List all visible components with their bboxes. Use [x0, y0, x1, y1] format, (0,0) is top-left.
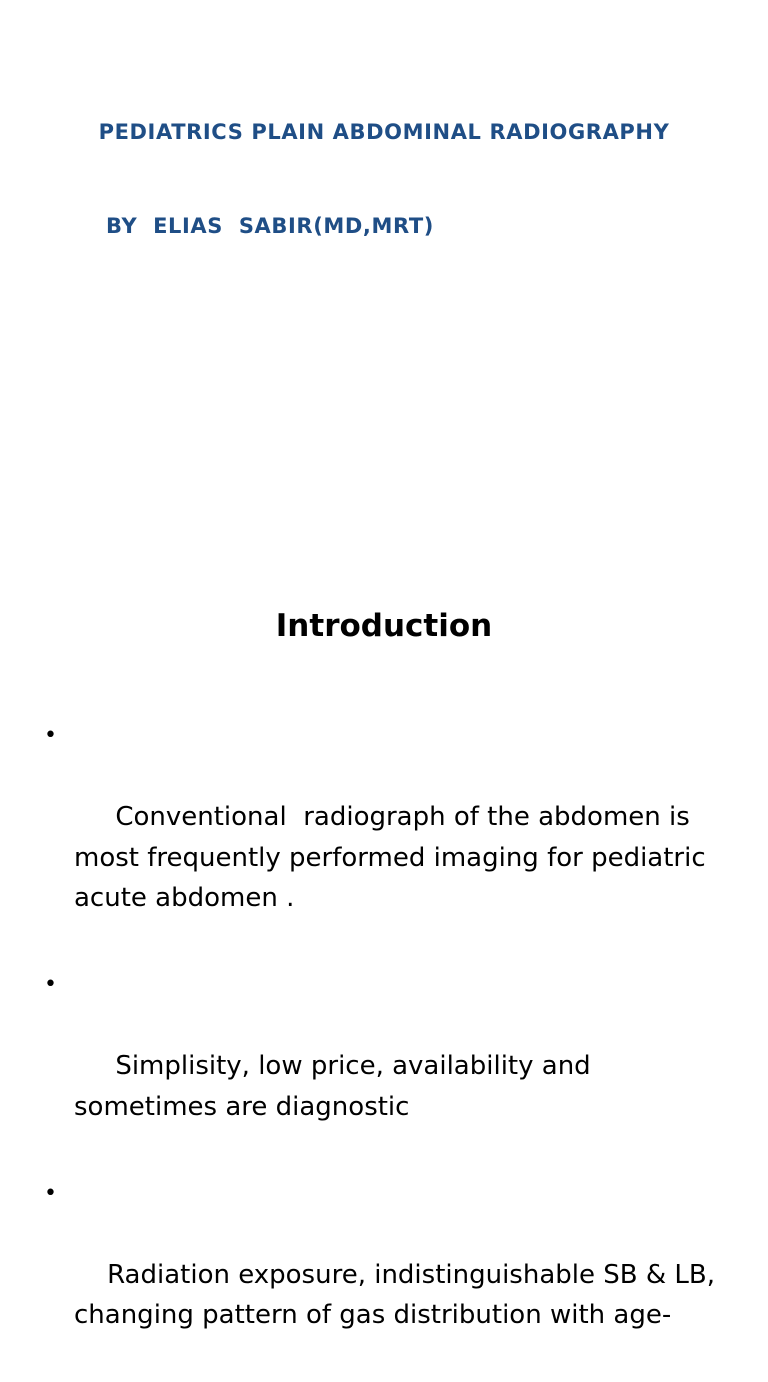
bullet-item: [44, 1174, 734, 1377]
slide-title: PEDIATRICS PLAIN ABDOMINAL RADIOGRAPHY: [98, 120, 670, 144]
bullet-text: Simplisity, low price, availability and sometimes are diagnostic: [74, 1051, 599, 1122]
section-heading: Introduction: [275, 608, 493, 644]
bullet-list: [44, 716, 734, 1382]
author-byline: BY ELIAS SABIR(MD,MRT): [106, 214, 434, 238]
bullet-dot-icon: •: [44, 972, 57, 997]
bullet-item: [44, 965, 734, 1168]
bullet-text: Conventional radiograph of the abdomen is most frequently performed imaging for pediatric acute abdomen .: [74, 802, 714, 913]
bullet-text: Radiation exposure, indistinguishable SB & LB, changing pattern of gas distribution with age-: [74, 1259, 724, 1330]
bullet-dot-icon: •: [44, 723, 57, 748]
bullet-item: [44, 716, 734, 959]
bullet-dot-icon: •: [44, 1180, 57, 1206]
